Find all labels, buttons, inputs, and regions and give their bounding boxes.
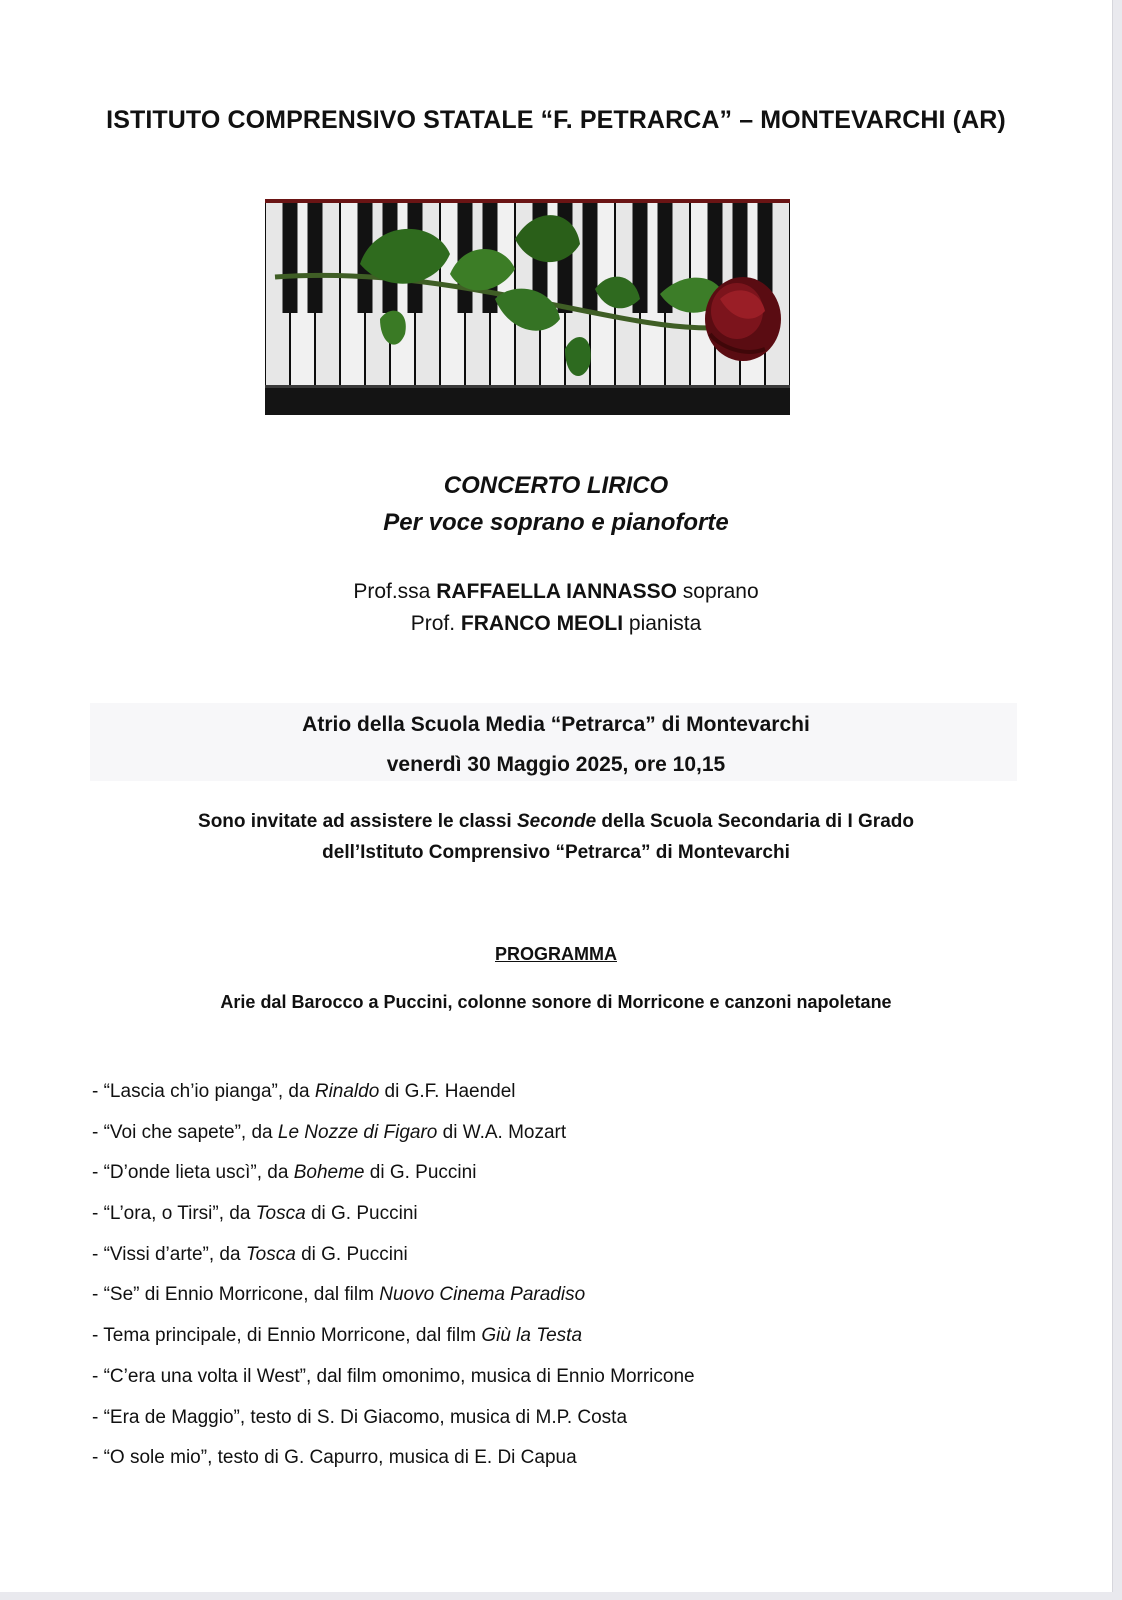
invitation-line-2: dell’Istituto Comprensivo “Petrarca” di Montevarchi bbox=[322, 842, 790, 863]
black-key bbox=[283, 203, 298, 313]
event-date: venerdì 30 Maggio 2025, ore 10,15 bbox=[386, 753, 726, 776]
programme-item bbox=[92, 1406, 695, 1447]
performer-prefix: Prof.ssa bbox=[353, 580, 437, 603]
programme-subheading: Arie dal Barocco a Puccini, colonne sonore di Morricone e canzoni napoletane bbox=[220, 992, 892, 1012]
programme-item-text: di G. Puccini bbox=[364, 1162, 477, 1184]
programme-item bbox=[92, 1243, 695, 1284]
programme-item-text: - “Voi che sapete”, da bbox=[92, 1121, 278, 1143]
programme-item-text: di G.F. Haendel bbox=[379, 1081, 516, 1102]
programme-item-work: Rinaldo bbox=[314, 1081, 380, 1102]
programme-item-text: - Tema principale, di Ennio Morricone, dal film bbox=[92, 1325, 482, 1347]
programme-item bbox=[92, 1202, 695, 1243]
programme-item-text: - “D’onde lieta uscì”, da bbox=[92, 1162, 294, 1184]
programme-item bbox=[92, 1324, 695, 1365]
programme-item bbox=[92, 1283, 695, 1324]
performer-soprano bbox=[0, 580, 1112, 604]
programme-item-work: Le Nozze di Figaro bbox=[277, 1121, 438, 1143]
performer-name: RAFFAELLA IANNASSO bbox=[436, 580, 677, 603]
invitation-line-1 bbox=[0, 811, 1112, 833]
performer-role: soprano bbox=[676, 580, 759, 603]
programme-item bbox=[92, 1365, 695, 1406]
piano-keys-with-red-rose bbox=[265, 199, 790, 415]
school-header: ISTITUTO COMPRENSIVO STATALE “F. PETRARCA” – MONTEVARCHI (AR) bbox=[106, 106, 1006, 134]
black-key bbox=[583, 203, 598, 313]
programme-item bbox=[92, 1446, 695, 1487]
invitation-classes: Seconde bbox=[516, 811, 597, 832]
programme-item-text: - “Se” di Ennio Morricone, dal film bbox=[92, 1284, 380, 1306]
programme-item-text: - “Lascia ch’io pianga”, da bbox=[92, 1081, 315, 1102]
programme-item-text: di W.A. Mozart bbox=[437, 1121, 567, 1143]
programme-item bbox=[92, 1161, 695, 1202]
performer-role: pianista bbox=[623, 612, 702, 635]
programme-item-text: di G. Puccini bbox=[295, 1243, 408, 1265]
programme-item bbox=[92, 1121, 695, 1162]
invitation-text: della Scuola Secondaria di I Grado bbox=[596, 811, 914, 832]
performer-name: FRANCO MEOLI bbox=[460, 612, 624, 635]
programme-item-work: Tosca bbox=[255, 1203, 306, 1225]
programme-item bbox=[92, 1080, 695, 1121]
invitation-text: Sono invitate ad assistere le classi bbox=[198, 811, 517, 832]
programme-item-work: Nuovo Cinema Paradiso bbox=[379, 1284, 586, 1306]
programme-item-text: - “C’era una volta il West”, dal film omonimo, musica di Ennio Morricone bbox=[92, 1365, 695, 1387]
performer-pianist bbox=[0, 612, 1112, 636]
concert-title: CONCERTO LIRICO bbox=[443, 472, 669, 499]
programme-item-work: Giù la Testa bbox=[481, 1325, 583, 1347]
programme-item-work: Boheme bbox=[293, 1162, 365, 1184]
programme-item-text: - “O sole mio”, testo di G. Capurro, musica di E. Di Capua bbox=[92, 1447, 577, 1469]
black-key bbox=[308, 203, 323, 313]
programme-item-text: - “L’ora, o Tirsi”, da bbox=[92, 1203, 256, 1225]
programme-heading: PROGRAMMA bbox=[495, 944, 617, 964]
programme-item-work: Tosca bbox=[245, 1243, 296, 1265]
programme-item-text: di G. Puccini bbox=[305, 1203, 418, 1225]
event-venue: Atrio della Scuola Media “Petrarca” di Montevarchi bbox=[302, 713, 810, 736]
concert-subtitle: Per voce soprano e pianoforte bbox=[383, 509, 729, 536]
programme-list bbox=[92, 1080, 695, 1487]
performer-prefix: Prof. bbox=[410, 612, 461, 635]
programme-item-text: - “Era de Maggio”, testo di S. Di Giacomo, musica di M.P. Costa bbox=[92, 1406, 628, 1428]
programme-item-text: - “Vissi d’arte”, da bbox=[92, 1243, 246, 1265]
piano-rose-photo bbox=[265, 199, 790, 415]
